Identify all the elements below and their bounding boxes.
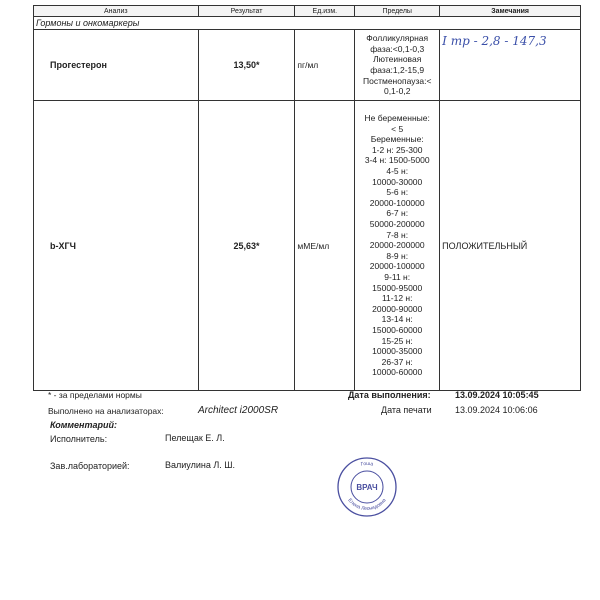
print-label: Дата печати [381, 405, 432, 415]
head-value: Валиулина Л. Ш. [165, 460, 236, 470]
doctor-stamp [336, 456, 398, 518]
executor-label: Исполнитель: [50, 434, 108, 444]
header-reference: Пределы [355, 6, 440, 17]
units-value: пг/мл [295, 30, 355, 101]
done-value: 13.09.2024 10:05:45 [455, 390, 539, 400]
analyte-name: b-ХГЧ [34, 101, 199, 391]
head-label: Зав.лабораторией: [50, 461, 130, 471]
results-table [33, 5, 581, 391]
executor-value: Пелещак Е. Л. [165, 433, 225, 443]
result-value: 13,50* [198, 30, 295, 101]
reference-range: Фолликулярная фаза:<0,1-0,3 Лютеиновая фаза:1,2-15,9 Постменопауза:< 0,1-0,2 [355, 30, 440, 101]
header-analyte: Анализ [34, 6, 199, 17]
comments-label: Комментарий: [50, 420, 117, 430]
print-value: 13.09.2024 10:06:06 [455, 405, 538, 415]
handwritten-note: I тр - 2,8 - 147,3 [442, 34, 547, 48]
section-title: Гормоны и онкомаркеры [34, 17, 581, 30]
note-cell [440, 30, 581, 101]
table-header-row [34, 6, 581, 17]
done-label: Дата выполнения: [348, 390, 431, 400]
analyzer-label: Выполнено на анализаторах: [48, 406, 164, 416]
stamp-bottom-text: Елена Леонидовна [346, 497, 388, 513]
analyte-name: Прогестерон [34, 30, 199, 101]
units-value: мМЕ/мл [295, 101, 355, 391]
table-row [34, 101, 581, 391]
svg-text:Гоша [360, 461, 374, 468]
note-value: ПОЛОЖИТЕЛЬНЫЙ [440, 101, 581, 391]
reference-range: Не беременные: < 5 Беременные: 1-2 н: 25-300 3-4 н: 1500-5000 4-5 н: 10000-30000 5-6 н: 20000-100000 6-7 н: 50000-200000 7-8 н: 20000-200000 8-9 н: 20000-100000 9-11 н: 15000-95000 11-12 н: 20000-90000 13-14 н: 15000-60000 15-25 н: 10000-35000 26-37 н: 10000-60000 [355, 101, 440, 391]
svg-text:Елена Леонидовна [346, 497, 387, 512]
header-result: Результат [198, 6, 295, 17]
stamp-center-text: ВРАЧ [356, 483, 378, 492]
table-row [34, 30, 581, 101]
stamp-top-text: Гоша [360, 460, 374, 468]
result-value: 25,63* [198, 101, 295, 391]
header-units: Ед.изм. [295, 6, 355, 17]
section-row [34, 17, 581, 30]
header-notes: Замечания [440, 6, 581, 17]
footnote: * - за пределами нормы [48, 390, 142, 400]
analyzer-value: Architect i2000SR [198, 405, 279, 416]
